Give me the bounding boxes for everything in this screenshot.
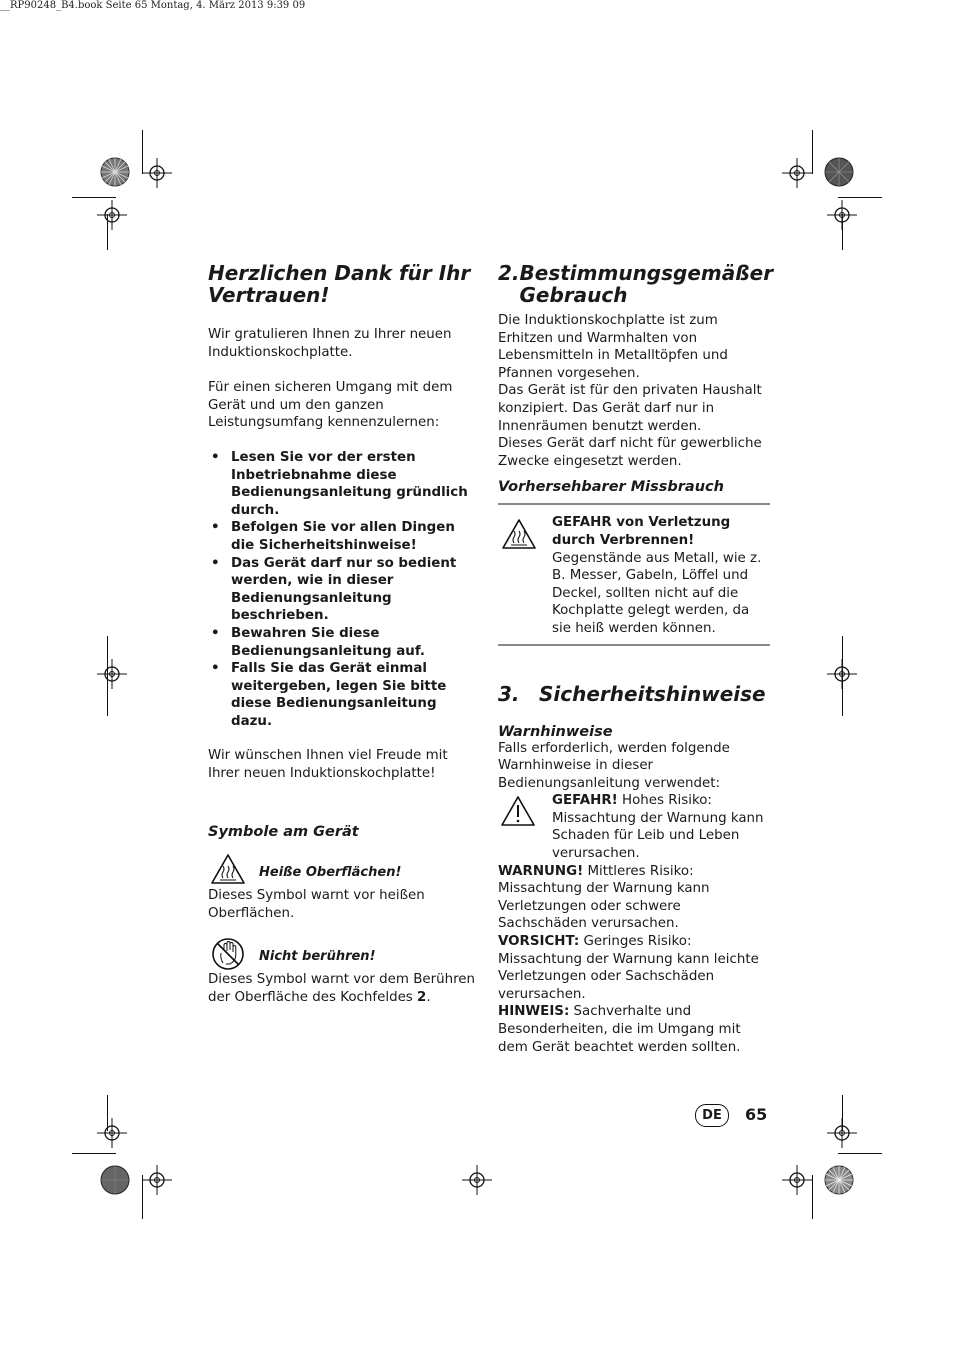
crop-line <box>72 1153 116 1154</box>
symbol-hot-text: Dieses Symbol warnt vor heißen Oberflächen. <box>208 888 425 921</box>
list-item: • Falls Sie das Gerät einmal weitergeben, legen Sie bitte diese Bedienungsanleitung dazu. <box>208 660 480 730</box>
crop-line <box>107 214 108 250</box>
symbol-hot-row <box>208 853 480 887</box>
registration-mark-icon <box>97 200 127 230</box>
crop-line <box>142 1175 143 1219</box>
divider <box>498 644 770 646</box>
language-badge: DE <box>695 1104 729 1127</box>
crop-line <box>107 1095 108 1131</box>
crop-line <box>812 1175 813 1219</box>
do-not-touch-icon <box>211 937 245 971</box>
registration-mark-icon <box>142 158 172 188</box>
warning-text: Gegenstände aus Metall, wie z. B. Messer, Gabeln, Löffel und Deckel, sollten nicht auf die Kochplatte gelegt werden, da sie heiß werden können. <box>552 550 762 636</box>
intro-paragraph: Wir gratulieren Ihnen zu Ihrer neuen Induktionskochplatte. <box>208 327 452 360</box>
right-column <box>498 261 774 1056</box>
warning-box <box>498 505 770 643</box>
hinweis-text <box>498 1003 770 1056</box>
color-wheel-icon <box>824 1165 854 1195</box>
symbol-touch-text-end: . <box>426 989 431 1005</box>
field-number: 2 <box>417 989 427 1005</box>
section-2-number: 2. <box>498 261 520 285</box>
hinweis-label: HINWEIS: <box>498 1004 570 1020</box>
section-2-title: Bestimmungsgemäßer Gebrauch <box>519 261 774 307</box>
crop-line <box>72 197 116 198</box>
instruction-list <box>208 449 480 731</box>
registration-mark-icon <box>462 1165 492 1195</box>
vorsicht-label: VORSICHT: <box>498 934 580 950</box>
color-wheel-icon <box>824 157 854 187</box>
crop-line <box>842 214 843 250</box>
crop-line <box>838 197 882 198</box>
gefahr-label: GEFAHR! <box>552 793 618 809</box>
warnhinweise-intro: Falls erforderlich, werden folgende Warnhinweise in dieser Bedienungsanleitung verwendet: <box>498 740 730 791</box>
list-item: • Lesen Sie vor der ersten Inbetriebnahme diese Bedienungsanleitung gründlich durch. <box>208 449 480 519</box>
left-column <box>208 262 480 783</box>
section-3-heading <box>498 683 770 705</box>
section-2-paragraph: Das Gerät ist für den privaten Haushalt konzipiert. Das Gerät darf nur in Innenräumen benutzt werden. <box>498 383 762 434</box>
page-title: Herzlichen Dank für Ihr Vertrauen! <box>208 261 471 307</box>
crop-line <box>812 130 813 174</box>
section-3-number: 3. <box>498 681 520 706</box>
symbol-hot-label: Heiße Oberflächen! <box>259 865 402 880</box>
list-item: • Bewahren Sie diese Bedienungsanleitung auf. <box>208 625 480 660</box>
hot-surface-warning-icon <box>501 518 537 550</box>
warnung-label: WARNUNG! <box>498 863 584 879</box>
section-2-paragraph: Dieses Gerät darf nicht für gewerbliche Zwecke eingesetzt werden. <box>498 436 762 469</box>
symbol-touch-text <box>208 971 480 1006</box>
warnung-desc: Mittleres Risiko: Missachtung der Warnung kann Verletzungen oder schwere Sachschäden verursachen. <box>498 863 710 932</box>
color-wheel-icon <box>100 157 130 187</box>
crop-line <box>842 636 843 716</box>
gefahr-desc: Hohes Risiko: Missachtung der Warnung kann Schaden für Leib und Leben verursachen. <box>552 793 764 862</box>
misuse-heading: Vorhersehbarer Missbrauch <box>498 479 724 496</box>
list-item: • Befolgen Sie vor allen Dingen die Sicherheitshinweise! <box>208 519 480 554</box>
gefahr-block <box>498 792 770 862</box>
symbols-section <box>208 824 480 1006</box>
vorsicht-desc: Geringes Risiko: Missachtung der Warnung kann leichte Verletzungen oder Sachschäden verursachen. <box>498 934 759 1002</box>
warning-heading: GEFAHR von Verletzung durch Verbrennen! <box>552 515 731 548</box>
vorsicht-text <box>498 933 770 1003</box>
crop-line <box>838 1153 882 1154</box>
registration-mark-icon <box>782 1165 812 1195</box>
registration-mark-icon <box>142 1165 172 1195</box>
section-3-title: Sicherheitshinweise <box>539 681 766 706</box>
hinweis-desc: Sachverhalte und Besonderheiten, die im Umgang mit dem Gerät beachtet werden sollten. <box>498 1004 741 1055</box>
intro-paragraph-2: Für einen sicheren Umgang mit dem Gerät und um den ganzen Leistungsumfang kennenzulernen: <box>208 380 453 431</box>
symbol-touch-text-main: Dieses Symbol warnt vor dem Berühren der Oberfläche des Kochfeldes <box>208 972 476 1005</box>
symbol-touch-label: Nicht berühren! <box>259 949 376 965</box>
symbols-heading: Symbole am Gerät <box>208 824 359 840</box>
section-2-heading <box>498 261 774 307</box>
warnhinweise-heading: Warnhinweise <box>498 723 613 740</box>
crop-line <box>842 1095 843 1131</box>
hot-surface-warning-icon <box>210 853 246 885</box>
crop-line <box>107 636 108 716</box>
print-header: __RP90248_B4.book Seite 65 Montag, 4. März 2013 9:39 09 <box>0 0 306 11</box>
list-item: • Das Gerät darf nur so bedient werden, wie in dieser Bedienungsanleitung beschrieben. <box>208 555 480 625</box>
exclamation-warning-icon <box>500 795 536 827</box>
color-wheel-icon <box>100 1165 130 1195</box>
section-2-paragraph: Die Induktionskochplatte ist zum Erhitzen und Warmhalten von Lebensmitteln in Metalltöpfen und Pfannen vorgesehen. <box>498 313 728 381</box>
registration-mark-icon <box>97 1118 127 1148</box>
registration-mark-icon <box>782 158 812 188</box>
registration-mark-icon <box>97 659 127 689</box>
warnung-text <box>498 863 770 933</box>
gefahr-text <box>552 792 770 862</box>
crop-line <box>142 130 143 174</box>
page-number: 65 <box>745 1105 768 1124</box>
closing-paragraph: Wir wünschen Ihnen viel Freude mit Ihrer neuen Induktionskochplatte! <box>208 748 448 782</box>
symbol-touch-row <box>208 937 480 971</box>
